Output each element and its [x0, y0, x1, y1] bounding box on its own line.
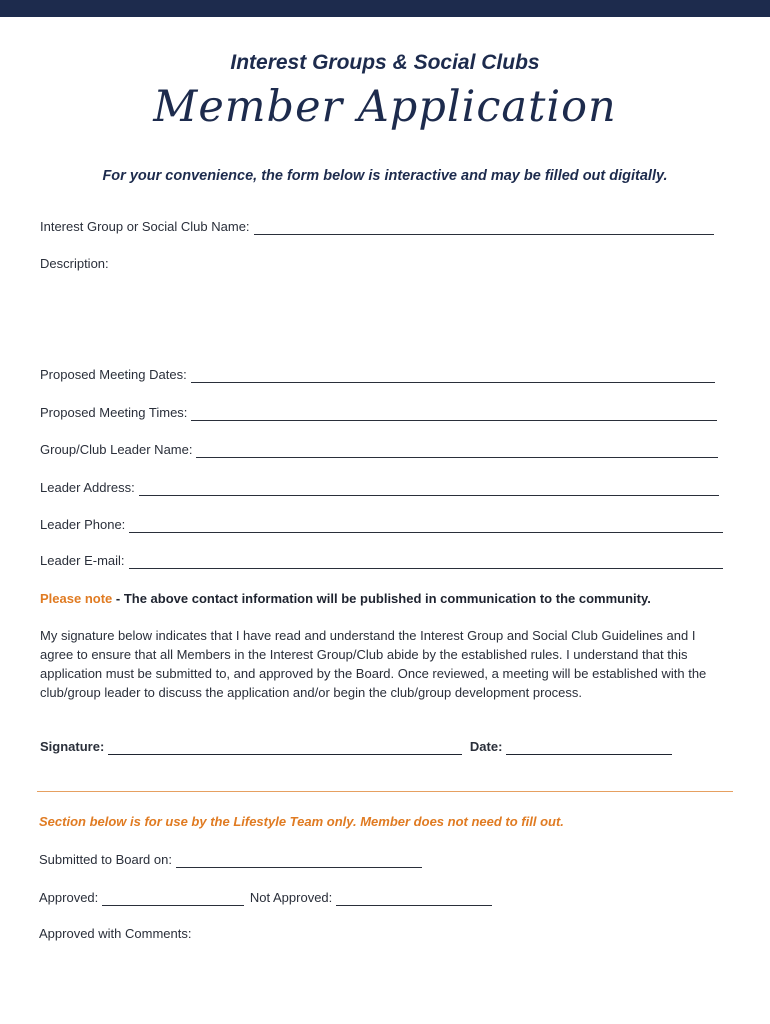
leader-address-label: Leader Address:: [40, 480, 135, 495]
description-label: Description:: [40, 256, 109, 271]
submitted-label: Submitted to Board on:: [39, 852, 172, 867]
contact-publish-note: [40, 591, 651, 606]
note-label: Please note: [40, 591, 113, 606]
meeting-times-label: Proposed Meeting Times:: [40, 405, 188, 420]
leader-name-label: Group/Club Leader Name:: [40, 442, 193, 457]
submitted-input[interactable]: [176, 853, 422, 868]
signature-row: [40, 739, 672, 755]
meeting-times-row: [40, 405, 717, 421]
leader-name-row: [40, 442, 718, 458]
leader-name-input[interactable]: [196, 443, 718, 458]
leader-phone-input[interactable]: [129, 518, 723, 533]
agreement-paragraph: My signature below indicates that I have read and understand the Interest Group and Social Club Guidelines and I agree to ensure that all Members in the Interest Group/Club abide by the established rules. I understand that this application must be submitted to, and approved by the Board. Once reviewed, a meeting will be established with the club/group leader to discuss the application and/or begin the club/group development process.: [40, 628, 707, 700]
leader-phone-label: Leader Phone:: [40, 517, 126, 532]
signature-label: Signature:: [40, 739, 105, 754]
script-title: Member Application: [153, 82, 617, 132]
leader-email-row: [40, 553, 723, 569]
leader-address-row: [40, 480, 719, 496]
top-banner: [0, 0, 770, 17]
description-input[interactable]: [40, 278, 728, 358]
interactive-notice: For your convenience, the form below is interactive and may be filled out digitally.: [102, 168, 668, 184]
section-divider: [37, 791, 733, 792]
date-input[interactable]: [506, 740, 672, 755]
meeting-dates-row: [40, 367, 715, 383]
not-approved-input[interactable]: [336, 891, 492, 906]
approved-input[interactable]: [102, 891, 244, 906]
leader-email-input[interactable]: [129, 554, 723, 569]
not-approved-label: Not Approved:: [249, 890, 333, 905]
date-label: Date:: [469, 739, 503, 754]
submitted-row: [39, 852, 422, 868]
club-name-row: [40, 219, 714, 235]
signature-input[interactable]: [108, 740, 462, 755]
leader-address-input[interactable]: [139, 481, 719, 496]
meeting-dates-input[interactable]: [191, 368, 715, 383]
approval-row: [39, 890, 492, 906]
approved-label: Approved:: [39, 890, 99, 905]
club-name-input[interactable]: [254, 220, 714, 235]
office-use-note: Section below is for use by the Lifestyle Team only. Member does not need to fill out.: [39, 814, 564, 829]
page-heading: Interest Groups & Social Clubs: [230, 51, 540, 74]
leader-email-label: Leader E-mail:: [40, 553, 125, 568]
note-text: - The above contact information will be published in communication to the community.: [112, 591, 651, 606]
leader-phone-row: [40, 517, 723, 533]
approved-comments-label: Approved with Comments:: [39, 926, 192, 941]
club-name-label: Interest Group or Social Club Name:: [40, 219, 250, 234]
meeting-dates-label: Proposed Meeting Dates:: [40, 367, 187, 382]
meeting-times-input[interactable]: [191, 406, 717, 421]
